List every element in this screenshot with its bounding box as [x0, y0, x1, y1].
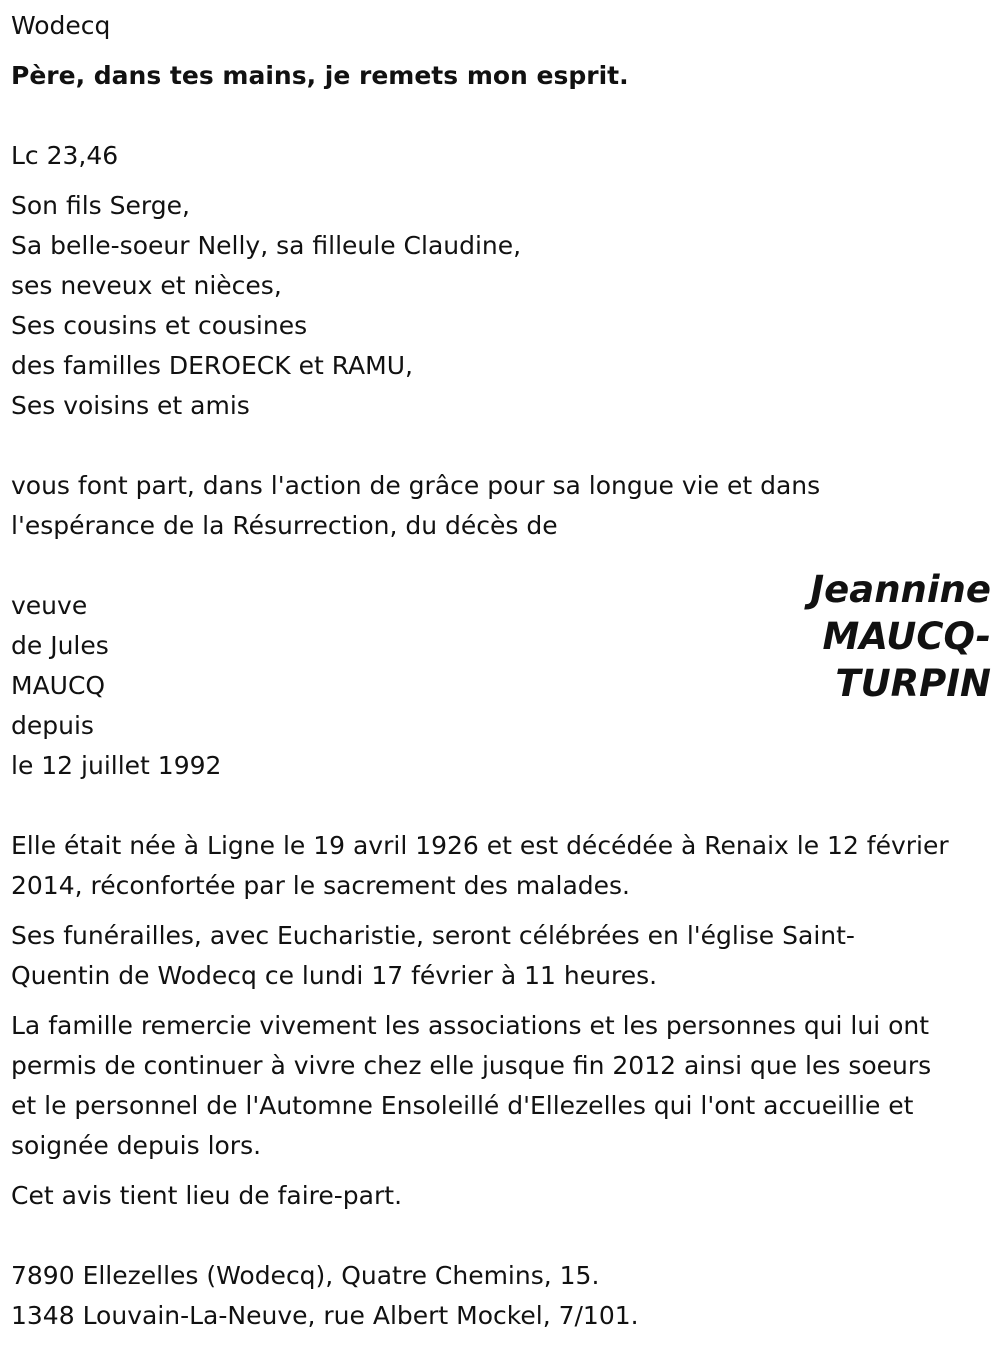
announcement-line: vous font part, dans l'action de grâce pour sa longue vie et dans: [11, 471, 821, 500]
paragraph-line: Ses funérailles, avec Eucharistie, seront célébrées en l'église Saint-: [11, 921, 855, 950]
family-line: Son fils Serge,: [11, 191, 190, 220]
deceased-name: [810, 566, 991, 707]
family-line: ses neveux et nièces,: [11, 271, 282, 300]
widow-line: depuis: [11, 711, 94, 740]
thanks-paragraph: [11, 1006, 991, 1166]
paragraph-line: permis de continuer à vivre chez elle jusque fin 2012 ainsi que les soeurs: [11, 1051, 932, 1080]
deceased-name-line: Jeannine: [810, 568, 991, 611]
announcement: [11, 466, 991, 546]
family-list: [11, 186, 991, 426]
obituary-document: [11, 6, 991, 1336]
addresses: [11, 1256, 991, 1336]
widow-line: veuve: [11, 591, 88, 620]
deceased-name-line: MAUCQ-: [822, 615, 991, 658]
widow-line: MAUCQ: [11, 671, 106, 700]
family-line: Ses cousins et cousines: [11, 311, 308, 340]
location-heading: Wodecq: [11, 11, 111, 40]
widow-line: le 12 juillet 1992: [11, 751, 222, 780]
paragraph-line: La famille remercie vivement les associations et les personnes qui lui ont: [11, 1011, 930, 1040]
paragraph-line: soignée depuis lors.: [11, 1131, 262, 1160]
address-line: 7890 Ellezelles (Wodecq), Quatre Chemins, 15.: [11, 1261, 600, 1290]
widow-info: [11, 586, 221, 786]
widow-and-name-block: [11, 568, 991, 786]
paragraph-line: Quentin de Wodecq ce lundi 17 février à 11 heures.: [11, 961, 658, 990]
bible-reference: Lc 23,46: [11, 141, 119, 170]
deceased-name-line: TURPIN: [835, 662, 991, 705]
address-line: 1348 Louvain-La-Neuve, rue Albert Mockel, 7/101.: [11, 1301, 639, 1330]
family-line: Sa belle-soeur Nelly, sa filleule Claudine,: [11, 231, 522, 260]
notice-text: Cet avis tient lieu de faire-part.: [11, 1181, 403, 1210]
funeral-paragraph: [11, 916, 991, 996]
announcement-line: l'espérance de la Résurrection, du décès de: [11, 511, 558, 540]
family-line: des familles DEROECK et RAMU,: [11, 351, 413, 380]
paragraph-line: 2014, réconfortée par le sacrement des malades.: [11, 871, 630, 900]
bible-quote: Père, dans tes mains, je remets mon esprit.: [11, 61, 629, 90]
birth-death-paragraph: [11, 826, 991, 906]
paragraph-line: Elle était née à Ligne le 19 avril 1926 et est décédée à Renaix le 12 février: [11, 831, 949, 860]
widow-line: de Jules: [11, 631, 109, 660]
paragraph-line: et le personnel de l'Automne Ensoleillé d'Ellezelles qui l'ont accueillie et: [11, 1091, 914, 1120]
family-line: Ses voisins et amis: [11, 391, 250, 420]
